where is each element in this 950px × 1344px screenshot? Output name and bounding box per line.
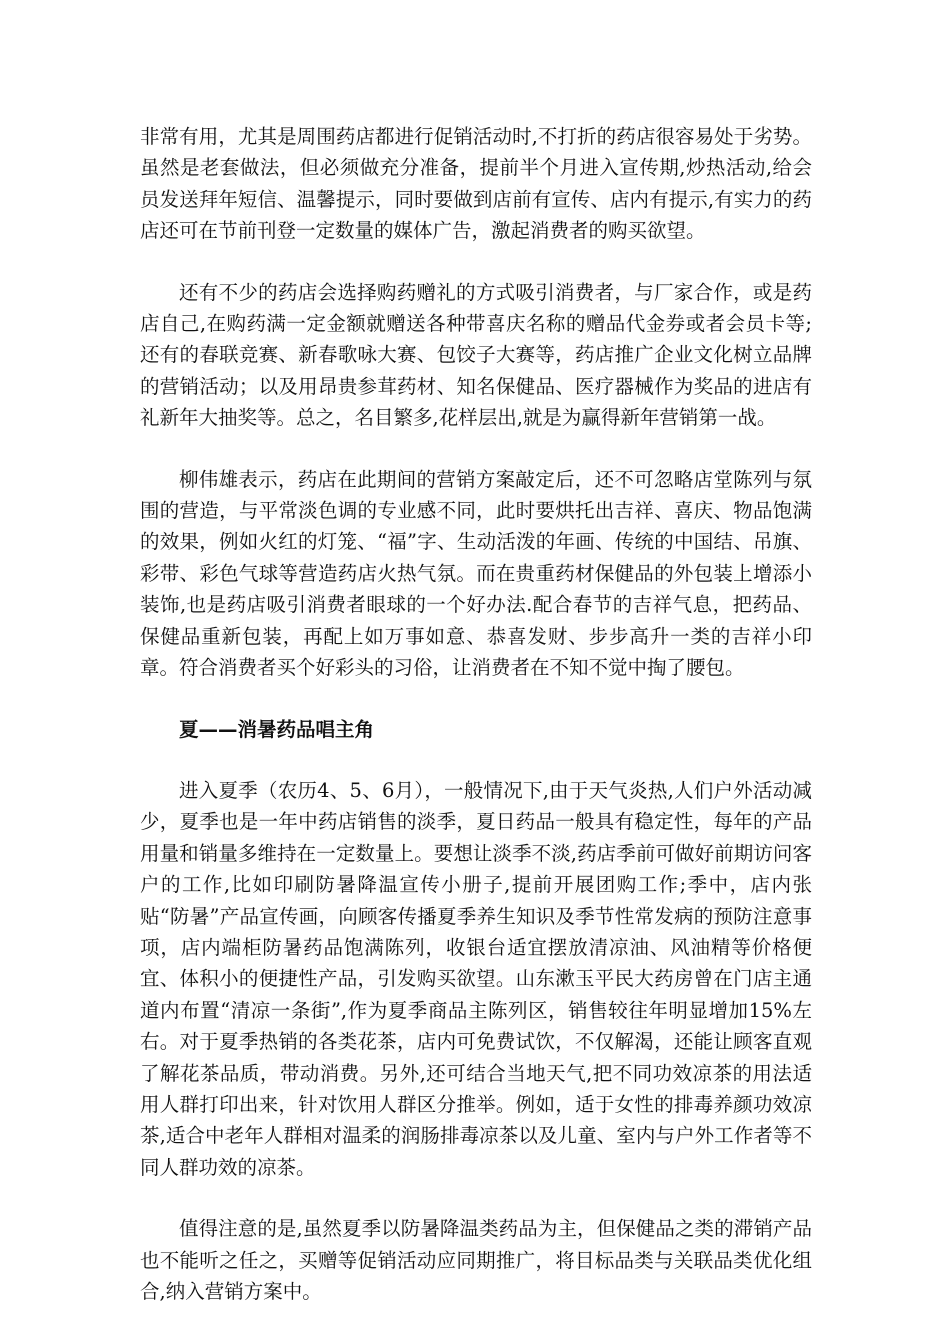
section-heading-summer: 夏——消暑药品唱主角 <box>179 717 375 741</box>
paragraph-summer-note: 值得注意的是,虽然夏季以防暑降温类药品为主，但保健品之类的滞销产品也不能听之任之，买赠等促销活动应同期推广，将目标品类与关联品类优化组合,纳入营销方案中。 <box>140 1217 812 1303</box>
paragraph-summer-season: 进入夏季（农历4、5、6月），一般情况下,由于天气炎热,人们户外活动减少，夏季也是一年中药店销售的淡季，夏日药品一般具有稳定性，每年的产品用量和销量多维持在一定数量上。要想让淡季不淡,药店季前可做好前期访问客户的工作,比如印刷防暑降温宣传小册子,提前开展团购工作;季中，店内张贴“防暑”产品宣传画，向顾客传播夏季养生知识及季节性常发病的预防注意事项，店内端柜防暑药品饱满陈列，收银台适宜摆放清凉油、风油精等价格便宜、体积小的便捷性产品，引发购买欲望。山东漱玉平民大药房曾在门店主通道内布置“清凉一条街”,作为夏季商品主陈列区，销售较往年明显增加15%左右。对于夏季热销的各类花茶，店内可免费试饮，不仅解渴，还能让顾客直观了解花茶品质，带动消费。另外,还可结合当地天气,把不同功效凉茶的用法适用人群打印出来，针对饮用人群区分推举。例如，适于女性的排毒养颜功效凉茶,适合中老年人群相对温柔的润肠排毒凉茶以及儿童、室内与户外工作者等不同人群功效的凉茶。 <box>140 778 812 1179</box>
paragraph-gift-promotions: 还有不少的药店会选择购药赠礼的方式吸引消费者，与厂家合作，或是药店自己,在购药满一定金额就赠送各种带喜庆名称的赠品代金券或者会员卡等;还有的春联竞赛、新春歌咏大赛、包饺子大赛等，药店推广企业文化树立品牌的营销活动；以及用昂贵参茸药材、知名保健品、医疗器械作为奖品的进店有礼新年大抽奖等。总之，名目繁多,花样层出,就是为赢得新年营销第一战。 <box>140 280 812 430</box>
document-body <box>140 121 812 1337</box>
paragraph-store-decoration: 柳伟雄表示，药店在此期间的营销方案敲定后，还不可忽略店堂陈列与氛围的营造，与平常淡色调的专业感不同，此时要烘托出吉祥、喜庆、物品饱满的效果，例如火红的灯笼、“福”字、生动活泼的年画、传统的中国结、吊旗、彩带、彩色气球等营造药店火热气氛。而在贵重药材保健品的外包装上增添小装饰,也是药店吸引消费者眼球的一个好办法.配合春节的吉祥气息，把药品、保健品重新包装，再配上如万事如意、恭喜发财、步步高升一类的吉祥小印章。符合消费者买个好彩头的习俗，让消费者在不知不觉中掏了腰包。 <box>140 467 812 680</box>
paragraph-promotion-prep: 非常有用，尤其是周围药店都进行促销活动时,不打折的药店很容易处于劣势。虽然是老套做法，但必须做充分准备，提前半个月进入宣传期,炒热活动,给会员发送拜年短信、温馨提示，同时要做到店前有宣传、店内有提示,有实力的药店还可在节前刊登一定数量的媒体广告，激起消费者的购买欲望。 <box>140 125 812 243</box>
